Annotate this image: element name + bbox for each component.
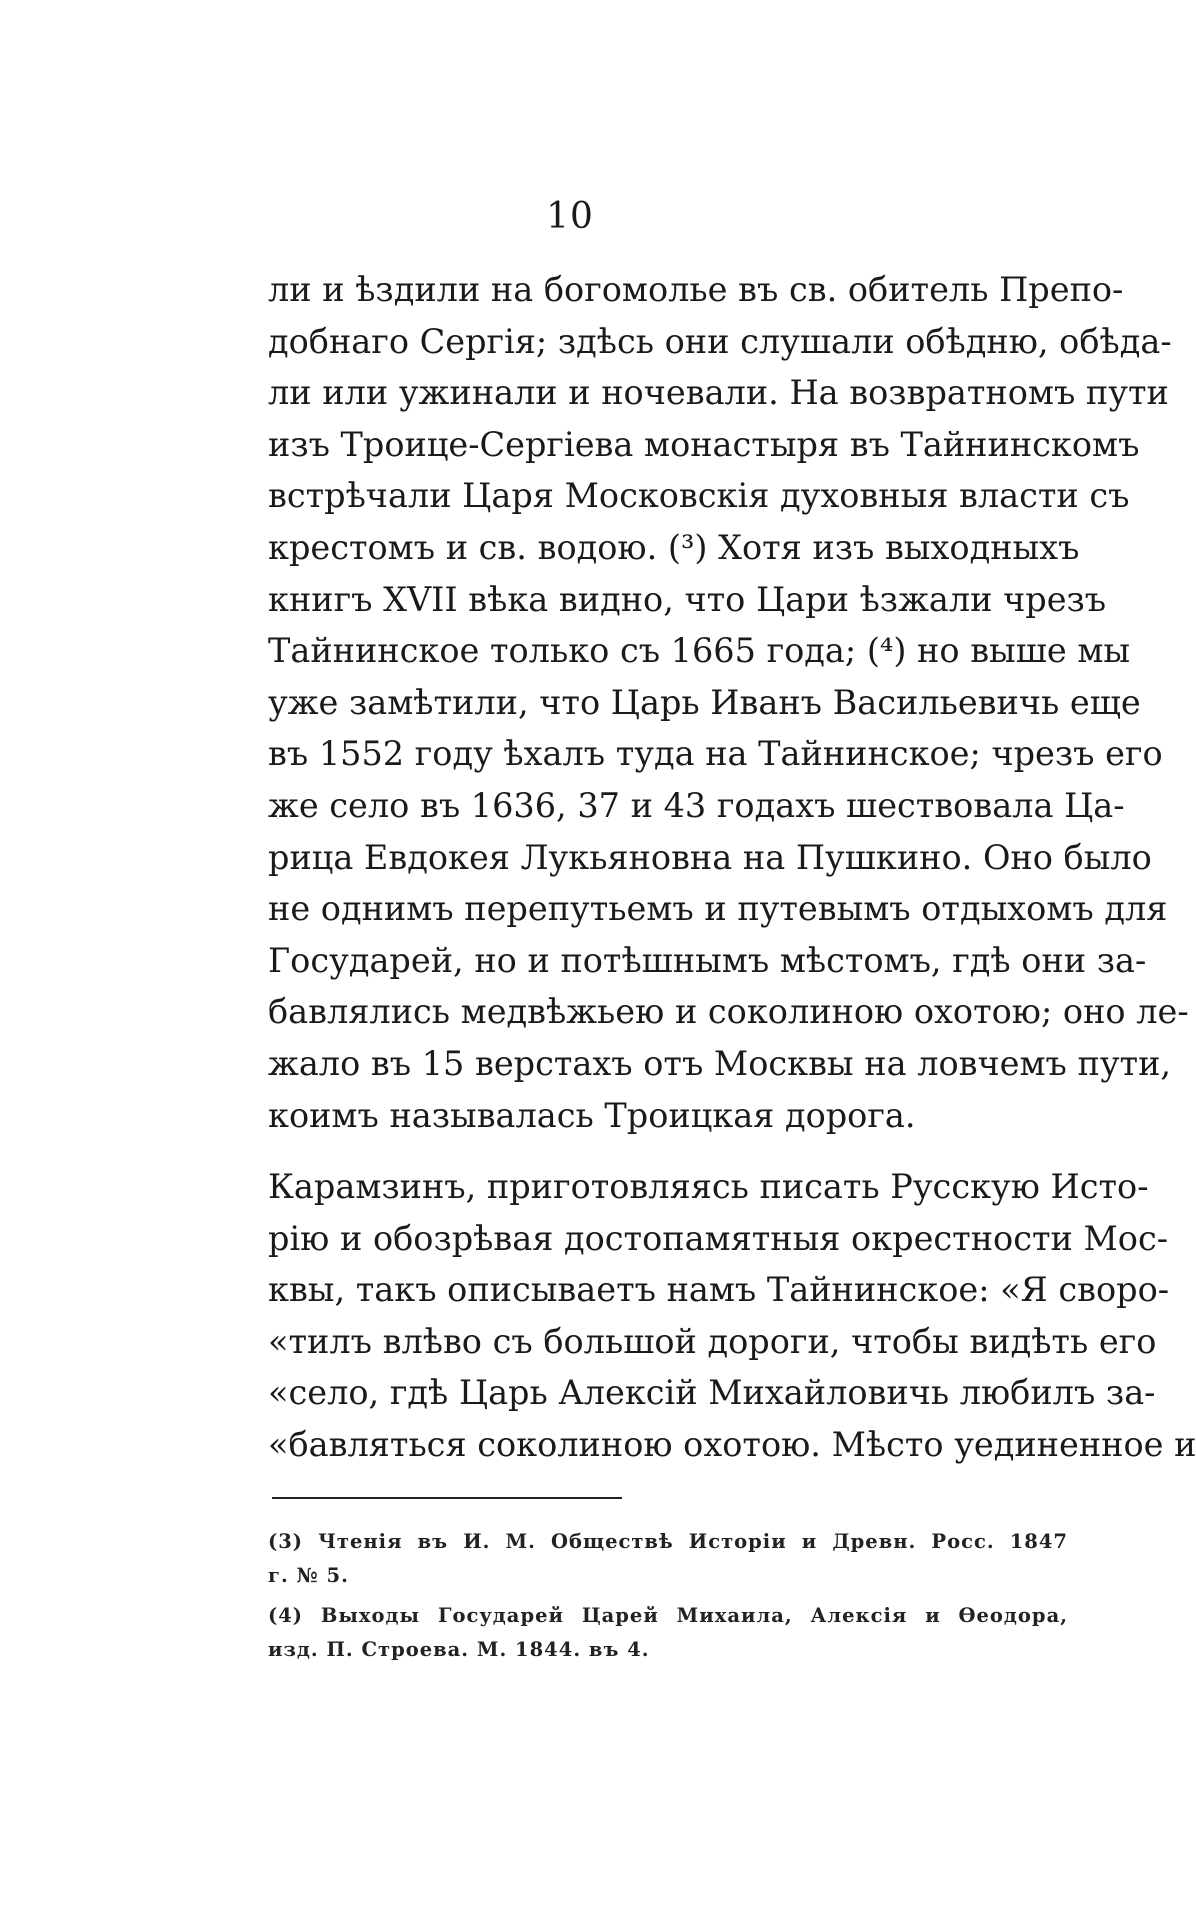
text-line: уже замѣтили, что Царь Иванъ Васильевичь еще <box>268 682 1141 722</box>
footnote-4 <box>268 1599 1068 1667</box>
text-line: въ 1552 году ѣхалъ туда на Тайнинское; чрезъ его <box>268 734 1163 774</box>
page-number: 10 <box>546 196 594 237</box>
text-line: «село, гдѣ Царь Алексій Михайловичь любилъ за- <box>268 1373 1156 1413</box>
footnote-line: г. № 5. <box>268 1564 349 1587</box>
text-line: Карамзинъ, приготовляясь писать Русскую Исто- <box>268 1167 1149 1206</box>
text-line: встрѣчали Царя Московскія духовныя власти съ <box>268 476 1130 516</box>
footnote-line: (4) Выходы Государей Царей Михаила, Алексія и Ѳеодора, <box>268 1604 1068 1627</box>
footnote-line: изд. П. Строева. М. 1844. въ 4. <box>268 1638 650 1661</box>
footnote-3 <box>268 1525 1068 1593</box>
footnote-divider <box>272 1497 622 1499</box>
paragraph-2 <box>268 1161 1196 1471</box>
text-line: «тилъ влѣво съ большой дороги, чтобы видѣть его <box>268 1321 1157 1361</box>
paragraph-1 <box>268 264 1189 1141</box>
text-line: книгъ XVII вѣка видно, что Цари ѣзжали чрезъ <box>268 579 1107 619</box>
text-line: Государей, но и потѣшнымъ мѣстомъ, гдѣ они за- <box>268 940 1147 980</box>
text-line: Тайнинское только съ 1665 года; (⁴) но выше мы <box>268 631 1131 671</box>
text-line: изъ Троице-Сергіева монастыря въ Тайнинскомъ <box>268 424 1140 464</box>
text-line: рію и обозрѣвая достопамятныя окрестности Мос- <box>268 1218 1169 1258</box>
text-line: жало въ 15 верстахъ отъ Москвы на ловчемъ пути, <box>268 1043 1172 1083</box>
text-line: не однимъ перепутьемъ и путевымъ отдыхомъ для <box>268 889 1168 929</box>
footnote-line: (3) Чтенія въ И. М. Обществѣ Исторіи и Древн. Росс. 1847 <box>268 1530 1068 1553</box>
footnotes <box>268 1525 1068 1667</box>
text-line: бавлялись медвѣжьею и соколиною охотою; оно ле- <box>268 992 1189 1032</box>
text-line: же село въ 1636, 37 и 43 годахъ шествовала Ца- <box>268 785 1125 825</box>
text-line: коимъ называлась Троицкая дорога. <box>268 1095 916 1135</box>
text-line: ли или ужинали и ночевали. На возвратномъ пути <box>268 373 1169 413</box>
text-line: добнаго Сергія; здѣсь они слушали обѣдню, обѣда- <box>268 321 1172 361</box>
text-line: рица Евдокея Лукьяновна на Пушкино. Оно было <box>268 837 1152 877</box>
text-line: квы, такъ описываетъ намъ Тайнинское: «Я своро- <box>268 1270 1170 1310</box>
text-line: «бавляться соколиною охотою. Мѣсто уединенное и <box>268 1424 1196 1464</box>
text-line: ли и ѣздили на богомолье въ св. обитель Препо- <box>268 270 1124 309</box>
text-line: крестомъ и св. водою. (³) Хотя изъ выходныхъ <box>268 527 1080 567</box>
